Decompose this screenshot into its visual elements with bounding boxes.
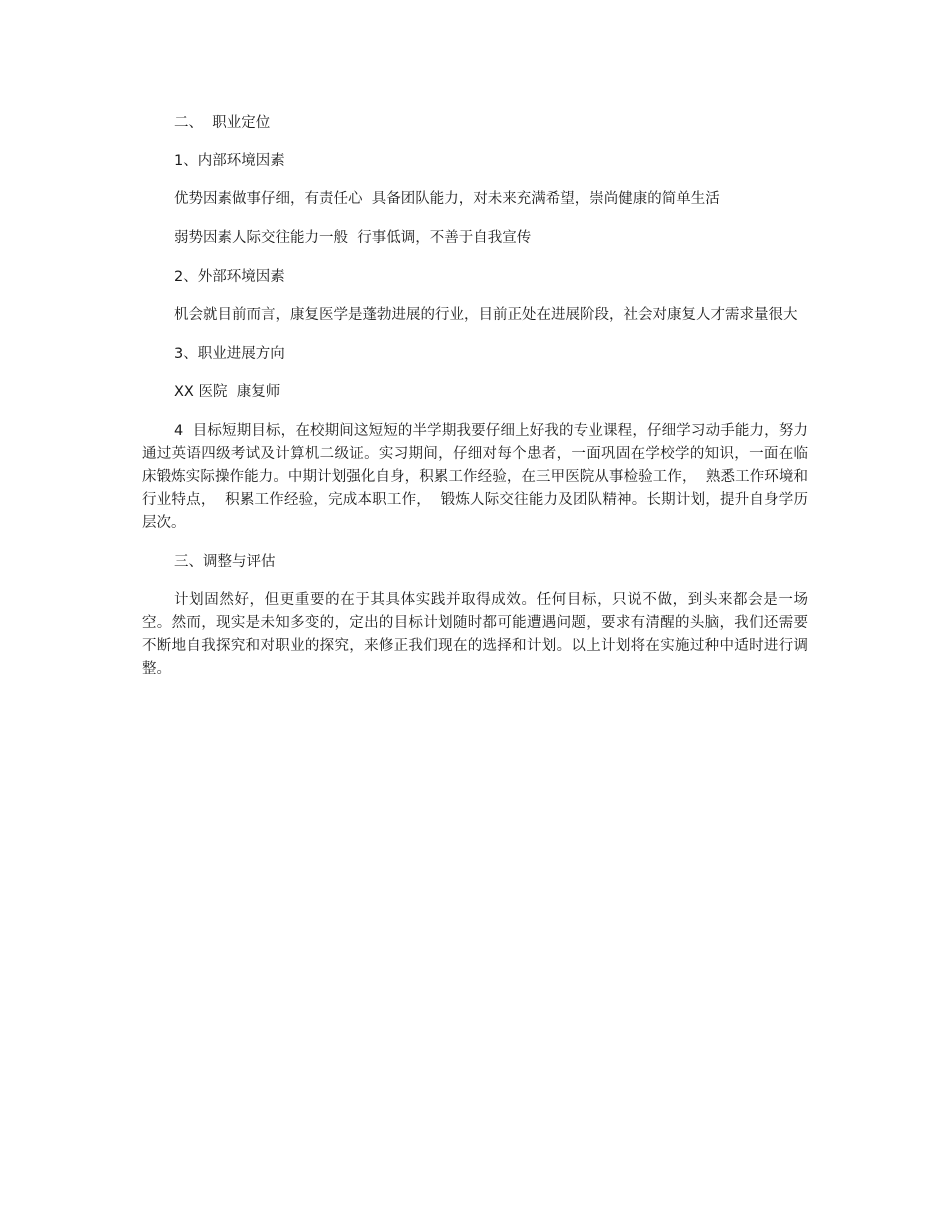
paragraph-opportunity: 机会就目前而言，康复医学是蓬勃进展的行业，目前正处在进展阶段，社会对康复人才需求量很大 — [174, 307, 798, 323]
heading-career-positioning: 二、 职业定位 — [174, 115, 271, 131]
paragraph-weaknesses: 弱势因素人际交往能力一般 行事低调，不善于自我宣传 — [174, 230, 532, 246]
heading-external-factors: 2、外部环境因素 — [174, 269, 285, 285]
paragraph-strengths: 优势因素做事仔细，有责任心 具备团队能力，对未来充满希望，崇尚健康的简单生活 — [174, 191, 720, 207]
heading-career-direction: 3、职业进展方向 — [174, 346, 285, 362]
paragraph-goals: 4 目标短期目标，在校期间这短短的半学期我要仔细上好我的专业课程，仔细学习动手能力，努力通过英语四级考试及计算机二级证。实习期间，仔细对每个患者，一面巩固在学校学的知识，一面在临床锻炼实际操作能力。中期计划强化自身，积累工作经验，在三甲医院从事检验工作， 熟悉工作环境和行业特点， 积累工作经验，完成本职工作， 锻炼人际交往能力及团队精神。长期计划，提升自身学历层次。 — [142, 423, 808, 531]
paragraph-target-job: XX 医院 康复师 — [174, 384, 281, 400]
heading-internal-factors: 1、内部环境因素 — [174, 153, 285, 169]
paragraph-conclusion: 计划固然好，但更重要的在于其具体实践并取得成效。任何目标，只说不做，到头来都会是一场空。然而，现实是未知多变的，定出的目标计划随时都可能遭遇问题，要求有清醒的头脑，我们还需要不断地自我探究和对职业的探究，来修正我们现在的选择和计划。以上计划将在实施过种中适时进行调整。 — [142, 592, 808, 677]
document-body — [142, 112, 808, 697]
heading-adjustment: 三、调整与评估 — [174, 554, 276, 570]
